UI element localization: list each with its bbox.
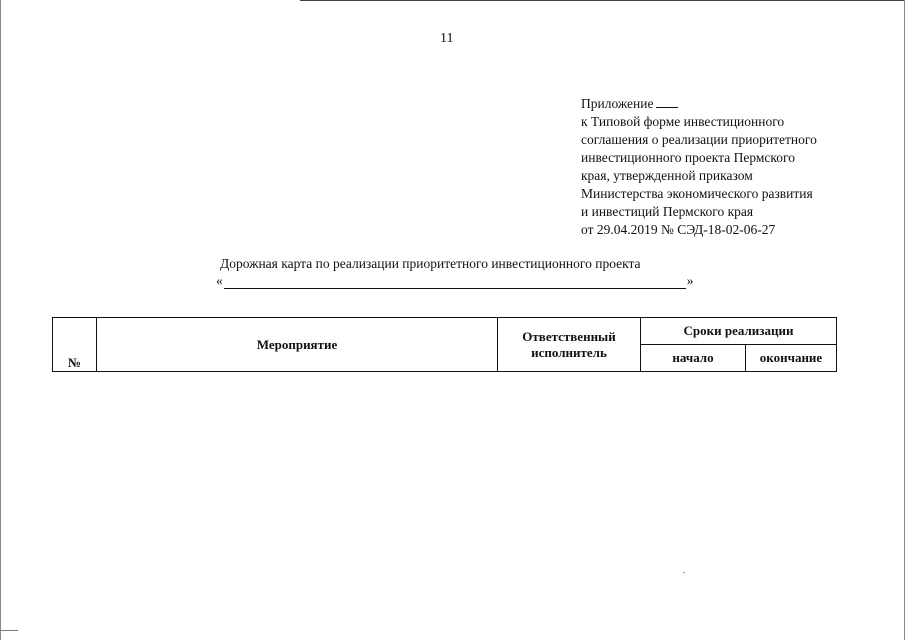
header-responsible	[498, 318, 641, 372]
appendix-line: и инвестиций Пермского края	[581, 204, 754, 219]
header-start: начало	[641, 345, 746, 372]
appendix-number-blank	[656, 95, 678, 108]
appendix-line: соглашения о реализации приоритетного	[581, 132, 817, 147]
header-event: Мероприятие	[97, 318, 498, 372]
project-name-blank	[224, 274, 686, 289]
page-edge-left	[0, 0, 1, 640]
table-header-row	[53, 318, 837, 345]
roadmap-title: Дорожная карта по реализации приоритетного инвестиционного проекта	[220, 256, 641, 271]
roadmap-project-name	[216, 273, 694, 289]
header-responsible-line1: Ответственный	[522, 328, 616, 344]
appendix-title-line	[581, 95, 817, 113]
header-number: №	[53, 318, 97, 372]
appendix-line: инвестиционного проекта Пермского	[581, 150, 796, 165]
header-end: окончание	[746, 345, 837, 372]
header-responsible-line2: исполнитель	[531, 344, 607, 360]
close-quote: »	[686, 273, 694, 288]
appendix-line: Министерства экономического развития	[581, 186, 813, 201]
appendix-line: к Типовой форме инвестиционного	[581, 114, 785, 129]
scan-speck	[683, 572, 685, 573]
page-number: 11	[440, 31, 454, 46]
page-edge-top	[300, 0, 905, 1]
roadmap-table	[52, 317, 837, 372]
appendix-order-reference: от 29.04.2019 № СЭД-18-02-06-27	[581, 222, 776, 237]
appendix-header	[581, 95, 817, 239]
appendix-line: края, утвержденной приказом	[581, 168, 753, 183]
appendix-title: Приложение	[581, 96, 654, 111]
header-terms: Сроки реализации	[641, 318, 837, 345]
page-edge-corner	[0, 630, 18, 641]
open-quote: «	[216, 273, 223, 288]
